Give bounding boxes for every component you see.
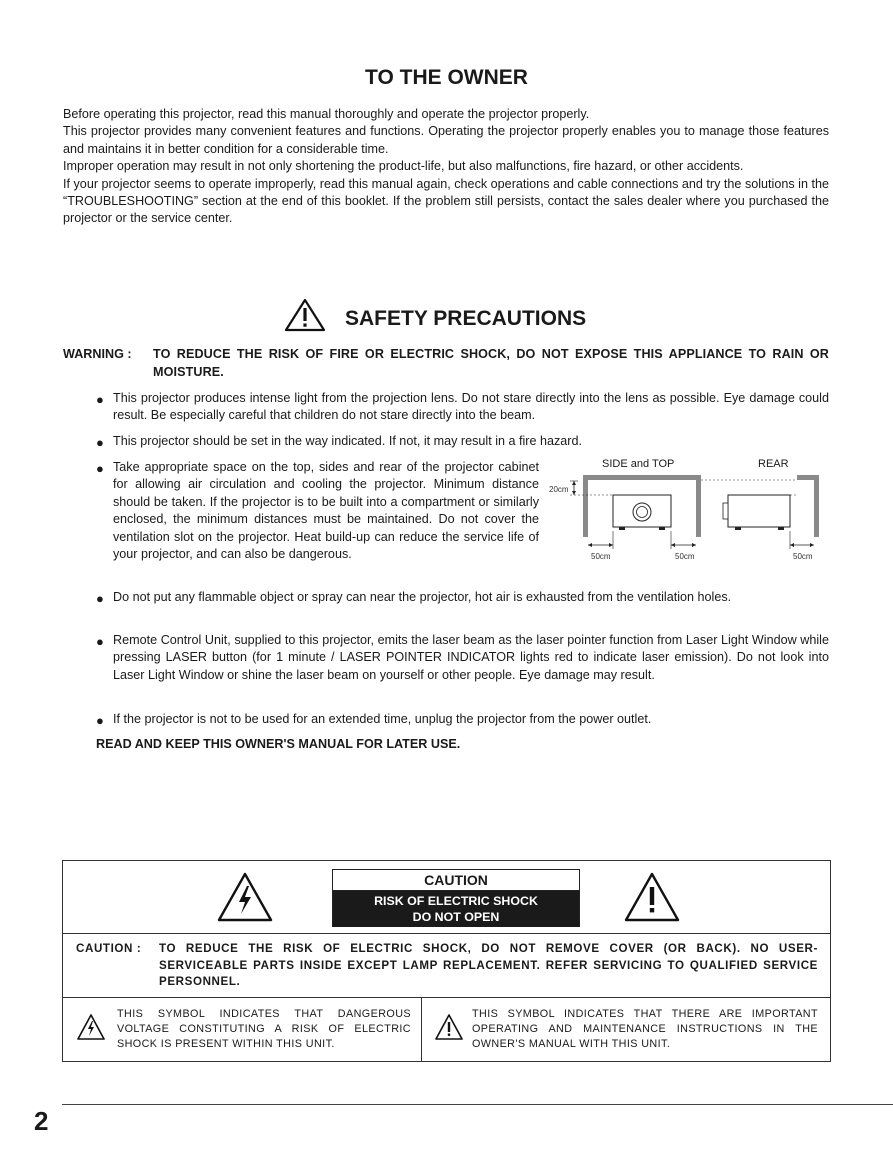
warning-label: WARNING :	[63, 347, 132, 361]
clearance-drawing	[545, 455, 835, 565]
read-keep-note: READ AND KEEP THIS OWNER'S MANUAL FOR LATER USE.	[96, 737, 461, 751]
safety-heading	[0, 298, 893, 338]
intro-paragraph: If your projector seems to operate improperly, read this manual again, check operations and cable connections and try the solutions in the “TROUBLESHOOTING” section at the end of this booklet. If the problem still persists, contact the sales dealer where you purchased the projector or the service center.	[63, 176, 829, 226]
list-item	[96, 589, 829, 606]
bullet-text: If the projector is not to be used for an extended time, unplug the projector from the power outlet.	[113, 712, 652, 726]
list-item	[96, 459, 539, 563]
side-gap-right-label: 50cm	[675, 552, 695, 561]
intro-paragraph: Improper operation may result in not only shortening the product-life, but also malfunctions, fire hazard, or other accidents.	[63, 159, 744, 174]
bullet-icon: ●	[96, 591, 104, 606]
voltage-symbol-text: THIS SYMBOL INDICATES THAT DANGEROUS VOLTAGE CONSTITUTING A RISK OF ELECTRIC SHOCK IS PRESENT WITHIN THIS UNIT.	[117, 1008, 411, 1050]
caution-badge-line: DO NOT OPEN	[412, 910, 500, 924]
bullet-text: Take appropriate space on the top, sides and rear of the projector cabinet for allowing air circulation and cooling the projector. Minimum distance should be taken. If the projector is to be built into a compartment or similarly enclosed, the minimum distances must be maintained. Do not cover the ventilation slot on the projector. Heat build-up can reduce the service life of your projector, and can also be dangerous.	[113, 460, 539, 562]
warning-triangle-icon	[284, 298, 326, 332]
bullet-icon: ●	[96, 634, 104, 649]
list-item	[96, 390, 829, 425]
caution-badge-body	[333, 891, 579, 927]
top-gap-label: 20cm	[549, 485, 569, 494]
caution-text: TO REDUCE THE RISK OF ELECTRIC SHOCK, DO NOT REMOVE COVER (OR BACK). NO USER-SERVICEABLE PARTS INSIDE EXCEPT LAMP REPLACEMENT. REFER SERVICING TO QUALIFIED SERVICE PERSONNEL.	[159, 942, 818, 988]
side-gap-left-label: 50cm	[591, 552, 611, 561]
page-number: 2	[34, 1106, 49, 1136]
bullet-icon: ●	[96, 392, 104, 407]
intro-paragraph: This projector provides many convenient features and functions. Operating the projector properly enables you to manage those features and maintains it in better condition for a considerable time.	[63, 124, 829, 156]
caution-text-row	[63, 933, 830, 998]
rear-gap-label: 50cm	[793, 552, 813, 561]
instruction-symbol-text: THIS SYMBOL INDICATES THAT THERE ARE IMPORTANT OPERATING AND MAINTENANCE INSTRUCTIONS IN THE OWNER'S MANUAL WITH THIS UNIT.	[472, 1008, 818, 1050]
bullet-text: This projector produces intense light from the projection lens. Do not stare directly into the lens as possible. Eye damage could result. Be especially careful that children do not stare directly into the beam.	[113, 391, 829, 423]
exclamation-triangle-icon	[434, 1013, 464, 1041]
bullet-icon: ●	[96, 435, 104, 450]
bullet-text: Do not put any flammable object or spray can near the projector, hot air is exhausted from the ventilation holes.	[113, 590, 732, 604]
bullet-text: This projector should be set in the way indicated. If not, it may result in a fire hazard.	[113, 434, 583, 448]
list-item	[96, 433, 829, 450]
bullet-icon: ●	[96, 461, 104, 476]
warning-block	[63, 345, 829, 381]
voltage-symbol-cell	[63, 997, 422, 1061]
caution-label: CAUTION :	[76, 942, 142, 955]
list-item	[96, 632, 829, 684]
instruction-symbol-cell	[422, 997, 830, 1061]
page-title: TO THE OWNER	[365, 66, 528, 89]
caution-badge-title: CAUTION	[333, 870, 579, 891]
caution-badge	[332, 869, 580, 927]
safety-title: SAFETY PRECAUTIONS	[345, 307, 587, 330]
caution-header-row	[63, 861, 830, 934]
bullet-icon: ●	[96, 713, 104, 728]
caution-box	[62, 860, 831, 1062]
intro-paragraph: Before operating this projector, read this manual thoroughly and operate the projector properly.	[63, 107, 590, 121]
warning-text: TO REDUCE THE RISK OF FIRE OR ELECTRIC SHOCK, DO NOT EXPOSE THIS APPLIANCE TO RAIN OR MOISTURE.	[153, 347, 829, 379]
list-item	[96, 711, 829, 728]
exclamation-triangle-icon	[623, 871, 681, 923]
footer-rule	[62, 1104, 893, 1105]
caution-badge-line: RISK OF ELECTRIC SHOCK	[374, 894, 538, 908]
side-top-label: SIDE and TOP	[602, 458, 675, 470]
symbol-explanation-row	[63, 997, 830, 1061]
bullet-text: Remote Control Unit, supplied to this projector, emits the laser beam as the laser pointer function from Laser Light Window while pressing LASER button (for 1 minute / LASER POINTER INDICATOR lights red to indicate laser emission). Do not look into Laser Light Window or shine the laser beam on yourself or other people. Eye damage may result.	[113, 633, 829, 682]
rear-label: REAR	[758, 458, 789, 470]
intro-text	[63, 106, 829, 228]
lightning-triangle-icon	[76, 1013, 106, 1041]
clearance-diagram	[545, 455, 835, 565]
lightning-triangle-icon	[216, 871, 274, 923]
